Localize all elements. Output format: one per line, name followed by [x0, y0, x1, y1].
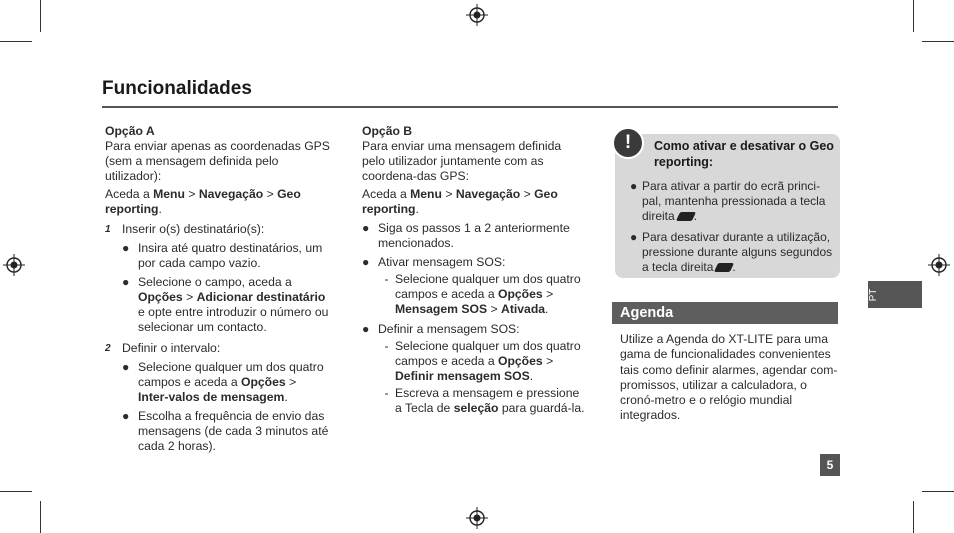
list-item — [122, 275, 330, 335]
separator: > — [542, 287, 554, 301]
column-option-b — [362, 124, 587, 416]
text-span: Selecione qualquer um dos quatro campos e aceda a — [395, 339, 581, 368]
crop-mark — [922, 41, 954, 42]
option-a-intro: Para enviar apenas as coordenadas GPS (sem a mensagem definida pelo utilizador): — [105, 139, 330, 183]
opcoes-term: Opções — [240, 375, 286, 389]
selecao-term: seleção — [453, 401, 499, 415]
separator: > — [182, 290, 197, 304]
sub-item — [378, 386, 587, 416]
separator: > — [520, 187, 535, 201]
list-item — [362, 221, 587, 251]
step-text: Definir o intervalo: — [122, 341, 221, 355]
note-body — [630, 179, 835, 275]
crop-mark — [0, 491, 32, 492]
period: . — [529, 369, 534, 383]
list-item-text: Escolha a frequência de envio das mensagens (de cada 3 minutos até cada 2 horas). — [138, 409, 329, 453]
list-item-text: Insira até quatro destinatários, um por cada campo vazio. — [138, 241, 323, 270]
list-item-text — [642, 230, 835, 275]
opcoes-term: Opções — [138, 290, 183, 304]
column-option-a — [105, 124, 330, 454]
page-number: 5 — [820, 454, 840, 476]
text-span: e opte entre introduzir o número ou selecionar um contacto. — [138, 305, 329, 334]
list-item — [362, 322, 587, 337]
sub-item-text — [395, 339, 587, 384]
sub-item-text — [395, 272, 587, 317]
dash: - — [384, 272, 389, 286]
crop-mark — [40, 0, 41, 32]
text-span: Aceda a — [105, 187, 154, 201]
dash: - — [384, 339, 389, 353]
sub-item-text — [395, 386, 587, 416]
period: . — [284, 390, 288, 404]
option-b-intro: Para enviar uma mensagem definida pelo utilizador juntamente com as coordena-das GPS: — [362, 139, 562, 183]
ativada-term: Ativada — [501, 302, 546, 316]
registration-mark-icon — [928, 254, 950, 276]
text-span: Escreva a mensagem e pressione a Tecla de — [395, 386, 580, 415]
sub-item — [378, 339, 587, 384]
adicionar-term: Adicionar destinatário — [196, 290, 326, 304]
menu-term: Menu — [410, 187, 442, 201]
option-a-heading: Opção A — [105, 124, 155, 138]
text-span: para guardá-la. — [498, 401, 585, 415]
step-2 — [105, 341, 330, 356]
geo-reporting-term: Geo reporting — [362, 187, 558, 216]
period: . — [693, 209, 698, 223]
list-item — [630, 179, 835, 224]
list-item — [122, 409, 330, 454]
bullet: ● — [630, 179, 638, 193]
note-title: Como ativar e desativar o Geo reporting: — [654, 139, 834, 169]
bullet: ● — [122, 241, 130, 255]
list-item-text: Ativar mensagem SOS: — [378, 255, 506, 269]
separator: > — [263, 187, 278, 201]
separator: > — [487, 302, 502, 316]
crop-mark — [913, 501, 914, 533]
geo-reporting-term: Geo reporting — [105, 187, 301, 216]
list-item — [122, 241, 330, 271]
opcoes-term: Opções — [497, 287, 543, 301]
bullet: ● — [362, 221, 370, 235]
agenda-heading: Agenda — [612, 302, 838, 324]
agenda-text: Utilize a Agenda do XT-LITE para uma gama de funcionalidades convenientes tais como definir alarmes, agendar com-promissos, utilizar a calculadora, o cronó-metro e o relógio mundial integrados. — [620, 332, 838, 423]
step-number: 1 — [105, 224, 111, 235]
list-item-text — [642, 179, 835, 224]
list-item-text: Definir a mensagem SOS: — [378, 322, 520, 336]
navegacao-term: Navegação — [455, 187, 521, 201]
mensagem-sos-term: Mensagem SOS — [395, 302, 488, 316]
list-item-text — [138, 275, 330, 335]
option-b-heading: Opção B — [362, 124, 413, 138]
period: . — [158, 202, 162, 216]
crop-mark — [40, 501, 41, 533]
navegacao-term: Navegação — [198, 187, 264, 201]
bullet: ● — [122, 409, 130, 423]
language-tab-label: PT — [868, 288, 879, 302]
separator: > — [285, 375, 297, 389]
crop-mark — [0, 41, 32, 42]
registration-mark-icon — [466, 4, 488, 26]
bullet: ● — [122, 275, 130, 289]
menu-term: Menu — [153, 187, 185, 201]
registration-mark-icon — [466, 507, 488, 529]
dash: - — [384, 386, 389, 400]
text-span: Selecione qualquer um dos quatro campos e aceda a — [138, 360, 324, 389]
step-1 — [105, 222, 330, 237]
opcoes-term: Opções — [497, 354, 543, 368]
separator: > — [441, 187, 456, 201]
bullet: ● — [362, 255, 370, 269]
option-a-access — [105, 187, 330, 217]
separator: > — [184, 187, 199, 201]
text-span: Para desativar durante a utilização, pressione durante alguns segundos a tecla direita — [642, 230, 833, 274]
step-number: 2 — [105, 343, 111, 354]
crop-mark — [922, 491, 954, 492]
list-item — [362, 255, 587, 270]
list-item — [630, 230, 835, 275]
period: . — [415, 202, 419, 216]
separator: > — [542, 354, 554, 368]
text-span: Selecione qualquer um dos quatro campos e aceda a — [395, 272, 581, 301]
list-item — [122, 360, 330, 405]
list-item-text — [138, 360, 330, 405]
bullet: ● — [362, 322, 370, 336]
step-text: Inserir o(s) destinatário(s): — [122, 222, 265, 236]
text-span: Selecione o campo, aceda a — [138, 275, 292, 289]
period: . — [545, 302, 549, 316]
title-divider — [102, 106, 838, 108]
text-span: Aceda a — [362, 187, 411, 201]
definir-sos-term: Definir mensagem SOS — [395, 369, 530, 383]
list-item-text: Siga os passos 1 a 2 anteriormente mencionados. — [378, 221, 570, 250]
registration-mark-icon — [3, 254, 25, 276]
intervalos-term: Inter-valos de mensagem — [138, 390, 285, 404]
page-title: Funcionalidades — [102, 78, 252, 99]
period: . — [732, 260, 736, 274]
text-span: Para ativar a partir do ecrã princi-pal, mantenha pressionada a tecla direita — [642, 179, 826, 223]
crop-mark — [913, 0, 914, 32]
warning-icon: ! — [612, 127, 644, 159]
option-b-access — [362, 187, 587, 217]
bullet: ● — [122, 360, 130, 374]
sub-item — [378, 272, 587, 317]
bullet: ● — [630, 230, 638, 244]
